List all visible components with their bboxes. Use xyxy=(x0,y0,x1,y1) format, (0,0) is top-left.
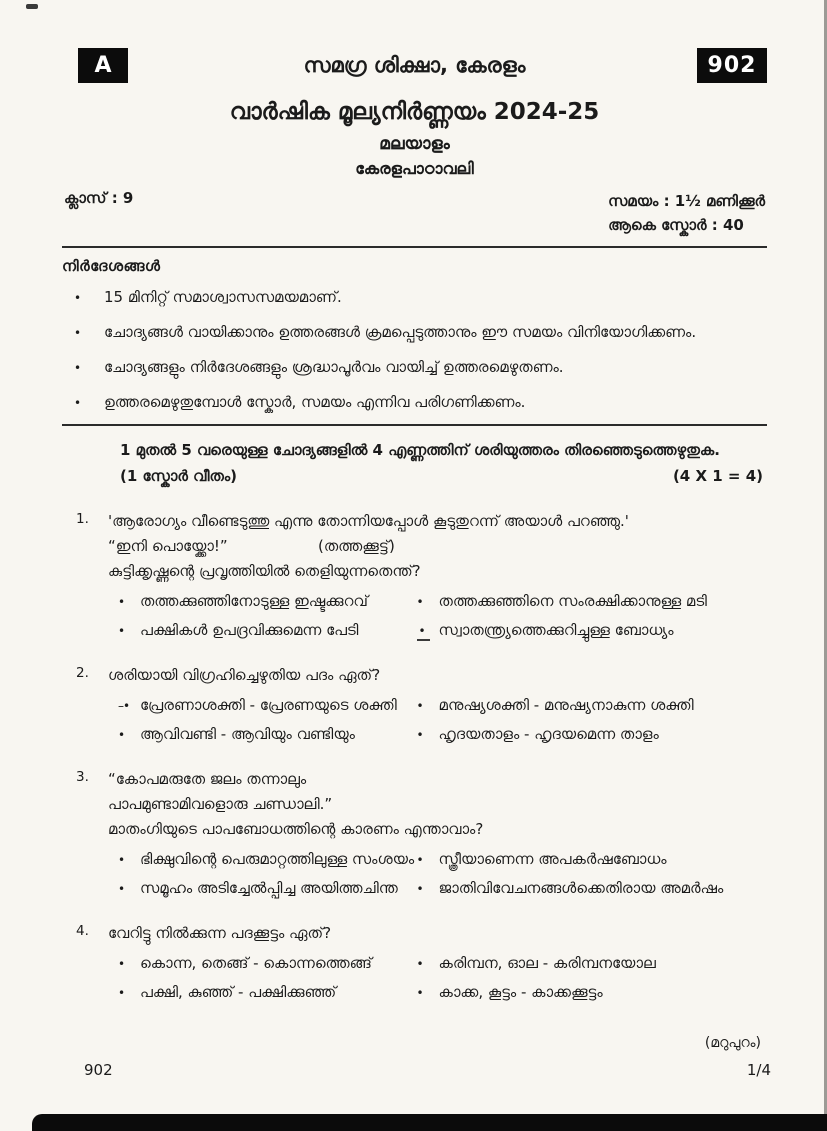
option xyxy=(417,618,767,644)
option xyxy=(417,693,767,719)
bullet-icon xyxy=(62,390,104,415)
question-stem-line: കുട്ടിക്കൃഷ്ണന്റെ പ്രവൃത്തിയിൽ തെളിയുന്നതെന്ത്? xyxy=(108,562,421,580)
option xyxy=(118,980,417,1006)
bullet-icon xyxy=(118,980,140,1006)
scan-bottom-bar-artifact xyxy=(32,1114,827,1131)
subject-title: മലയാളം xyxy=(379,134,450,154)
bullet-icon xyxy=(62,285,104,310)
option xyxy=(417,589,767,615)
question-2 xyxy=(62,663,767,748)
option xyxy=(118,876,417,902)
organization-title: സമഗ്ര ശിക്ഷാ, കേരളം xyxy=(303,53,526,77)
option-text: പക്ഷി, കുഞ്ഞ് - പക്ഷിക്കുഞ്ഞ് xyxy=(140,983,337,1001)
option-text: ഹൃദയതാളം - ഹൃദയമെന്ന താളം xyxy=(438,725,659,743)
options-grid xyxy=(108,589,767,644)
section-header xyxy=(62,438,767,488)
option-text: സമൂഹം അടിച്ചേൽപ്പിച്ച അയിത്തചിന്ത xyxy=(140,879,398,897)
question-quote-line: പാപമുണ്ടാമിവളൊരു ചണ്ഡാലി.” xyxy=(108,795,333,813)
header xyxy=(62,48,767,86)
time-score-block xyxy=(608,189,767,237)
bullet-icon xyxy=(417,589,439,615)
question-quote-line: “കോപമരുതേ ജലം തന്നാലും xyxy=(108,770,307,788)
instructions-heading: നിർദേശങ്ങൾ xyxy=(62,257,161,275)
option xyxy=(118,722,417,748)
option-text: കാക്ക, കൂട്ടം - കാക്കക്കൂട്ടം xyxy=(438,983,603,1001)
bullet-icon xyxy=(417,722,439,748)
question-1 xyxy=(62,509,767,644)
question-number: 1. xyxy=(76,511,89,527)
class-label: ക്ലാസ് : 9 xyxy=(64,189,134,207)
options-grid xyxy=(108,847,767,902)
bullet-icon xyxy=(417,847,439,873)
divider-top xyxy=(62,246,767,248)
option-text: പ്രേരണാശക്തി - പ്രേരണയുടെ ശക്തി xyxy=(140,696,397,714)
instruction-item xyxy=(62,320,767,345)
paper-code-badge: 902 xyxy=(697,48,767,83)
total-score-label: ആകെ സ്കോർ : 40 xyxy=(608,216,744,234)
bullet-icon xyxy=(118,722,140,748)
option xyxy=(417,951,767,977)
option-text: തത്തക്കുഞ്ഞിനെ സംരക്ഷിക്കാനുള്ള മടി xyxy=(438,592,707,610)
bullet-icon xyxy=(62,355,104,380)
option-text: കരിമ്പന, ഓല - കരിമ്പനയോല xyxy=(438,954,656,972)
question-stem-line: വേറിട്ടു നിൽക്കുന്ന പദക്കൂട്ടം ഏത്? xyxy=(108,924,332,942)
instruction-text: ചോദ്യങ്ങൾ വായിക്കാനും ഉത്തരങ്ങൾ ക്രമപ്പെടുത്താനും ഈ സമയം വിനിയോഗിക്കണം. xyxy=(104,323,697,341)
option-text: മനുഷ്യശക്തി - മനുഷ്യനാകുന്ന ശക്തി xyxy=(438,696,694,714)
turn-over-note: (മറുപുറം) xyxy=(704,1035,761,1051)
question-number: 3. xyxy=(76,769,89,785)
bullet-icon xyxy=(417,876,439,902)
option-text: തത്തക്കുഞ്ഞിനോടുള്ള ഇഷ്ടക്കുറവ് xyxy=(140,592,368,610)
meta-row xyxy=(62,189,767,237)
option-text: സ്ത്രീയാണെന്ന അപകർഷബോധം xyxy=(438,850,667,868)
option xyxy=(118,618,417,644)
option-text: പക്ഷികൾ ഉപദ്രവിക്കുമെന്ന പേടി xyxy=(140,621,359,639)
instruction-text: 15 മിനിറ്റ് സമാശ്വാസസമയമാണ്. xyxy=(104,288,342,306)
bullet-icon-marked xyxy=(118,693,140,719)
question-4 xyxy=(62,921,767,1006)
bullet-icon xyxy=(417,980,439,1006)
options-grid xyxy=(108,693,767,748)
bullet-icon xyxy=(62,320,104,345)
bullet-icon xyxy=(417,693,439,719)
bullet-icon-marked xyxy=(417,618,439,644)
exam-title: വാർഷിക മൂല്യനിർണ്ണയം 2024-25 xyxy=(229,99,600,125)
bullet-icon xyxy=(118,951,140,977)
option-text: ഭിക്ഷുവിന്റെ പെരുമാറ്റത്തിലുള്ള സംശയം xyxy=(140,850,415,868)
instructions-list xyxy=(62,285,767,415)
option-text: സ്വാതന്ത്ര്യത്തെക്കുറിച്ചുള്ള ബോധ്യം xyxy=(438,621,674,639)
option xyxy=(118,847,417,873)
bullet-icon xyxy=(118,618,140,644)
bullet-icon xyxy=(118,589,140,615)
question-3 xyxy=(62,767,767,902)
section-marks: (4 X 1 = 4) xyxy=(672,467,763,485)
textbook-title: കേരളപാഠാവലി xyxy=(355,159,474,178)
question-stem-line: ശരിയായി വിഗ്രഹിച്ചെഴുതിയ പദം ഏത്? xyxy=(108,666,381,684)
bullet-icon xyxy=(118,876,140,902)
option-text: ആവിവണ്ടി - ആവിയും വണ്ടിയും xyxy=(140,725,355,743)
instruction-item xyxy=(62,355,767,380)
instruction-text: ചോദ്യങ്ങളും നിർദേശങ്ങളും ശ്രദ്ധാപൂർവം വായിച്ച് ഉത്തരമെഴുതണം. xyxy=(104,358,564,376)
section-score-each: (1 സ്കോർ വീതം) xyxy=(120,467,237,485)
scan-corner-artifact xyxy=(26,4,38,9)
option xyxy=(417,847,767,873)
instruction-item xyxy=(62,285,767,310)
option xyxy=(417,980,767,1006)
option xyxy=(118,951,417,977)
option xyxy=(417,722,767,748)
divider-instructions xyxy=(62,424,767,426)
option xyxy=(118,589,417,615)
section-instruction: 1 മുതൽ 5 വരെയുള്ള ചോദ്യങ്ങളിൽ 4 എണ്ണത്തിന് ശരിയുത്തരം തിരഞ്ഞെടുത്തെഴുതുക. xyxy=(120,441,720,459)
instruction-text: ഉത്തരമെഴുതുമ്പോൾ സ്കോർ, സമയം എന്നിവ പരിഗണിക്കണം. xyxy=(104,393,526,411)
question-number: 2. xyxy=(76,665,89,681)
footer-paper-code: 902 xyxy=(84,1061,113,1079)
option xyxy=(417,876,767,902)
option-text: ജാതിവിവേചനങ്ങൾക്കെതിരായ അമർഷം xyxy=(438,879,724,897)
footer-page-number: 1/4 xyxy=(746,1061,771,1079)
question-source: (തത്തക്കൂട്ട്) xyxy=(318,537,395,555)
version-badge: A xyxy=(78,48,128,83)
time-label: സമയം : 1½ മണിക്കൂർ xyxy=(608,192,765,210)
options-grid xyxy=(108,951,767,1006)
instruction-item xyxy=(62,390,767,415)
question-number: 4. xyxy=(76,923,89,939)
question-stem-line: 'ആരോഗ്യം വീണ്ടെടുത്തു എന്നു തോന്നിയപ്പോൾ കൂടുതുറന്ന് അയാൾ പറഞ്ഞു.' xyxy=(108,512,629,530)
question-quote: “ഇനി പൊയ്ക്കോ!” xyxy=(108,537,228,555)
bullet-icon xyxy=(118,847,140,873)
bullet-icon xyxy=(417,951,439,977)
option-text: കൊന്ന, തെങ്ങ് - കൊന്നത്തെങ്ങ് xyxy=(140,954,372,972)
question-stem-line: മാതംഗിയുടെ പാപബോധത്തിന്റെ കാരണം എന്താവാം? xyxy=(108,820,484,838)
option xyxy=(118,693,417,719)
footer xyxy=(84,1061,771,1079)
